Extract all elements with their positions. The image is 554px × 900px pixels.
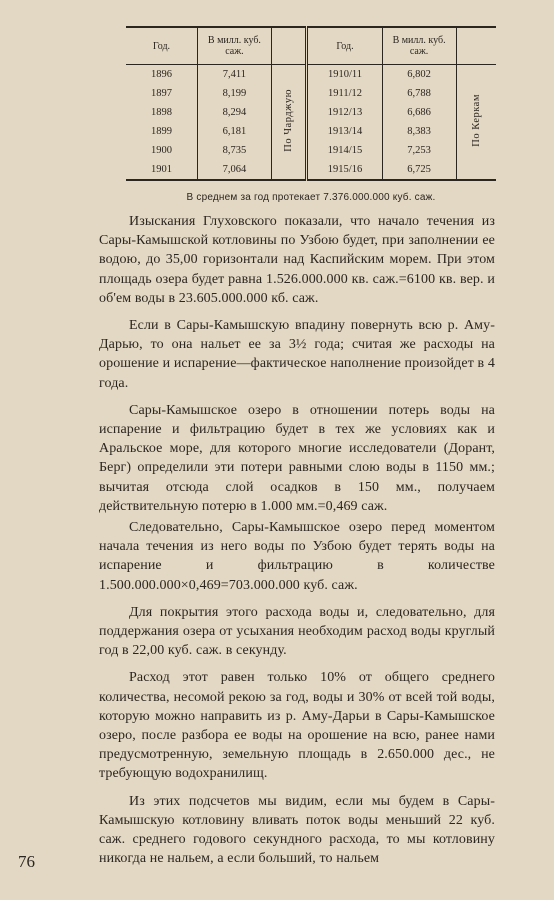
header-volume-right: В милл. куб. саж. [382,27,456,65]
station-left-label: По Чарджую [283,89,295,152]
table-row [126,160,496,180]
volume-cell: 6,725 [382,160,456,180]
page-number: 76 [18,852,35,871]
table-row [126,65,496,85]
year-cell: 1900 [150,145,172,156]
year-cell: 1912/13 [307,103,382,122]
station-right-label: По Керкам [470,94,482,147]
volume-cell: 6,686 [382,103,456,122]
year-cell: 1910/11 [307,65,382,85]
volume-cell: 7,253 [382,141,456,160]
year-cell: 1913/14 [307,122,382,141]
volume-cell: 7,064 [197,160,271,180]
year-cell: 1915/16 [307,160,382,180]
header-station-right [456,27,496,65]
station-right-cell [456,65,496,181]
year-cell: 1898 [150,107,172,118]
paragraph: Если в Сары-Камышскую впадину повернуть всю р. Аму-Дарью, то она нальет ее за 3½ года; считая же расходы на орошение и испарение—фактическое наполнение произойдет в 4 года. [99,318,495,391]
paragraph: Расход этот равен только 10% от общего среднего количества, несомой рекою за год, воды и 30% от всей той воды, которую можно направить из р. Аму-Дарьи в Сары-Камышское озеро, после разбора ее воды на орошение на всю, ранее нами предусмотренную, земельную площадь в 2.650.000 дес., не требующую водохранилищ. [99,670,495,782]
table-caption: В среднем за год протекает 7.376.000.000 куб. саж. [186,192,436,203]
paragraph: Сары-Камышское озеро в отношении потерь воды на испарение и фильтрацию будет в тех же условиях как и Аральское море, для которого многие исследователи (Дорант, Берг) определили эти потери равными слою воды в 1150 мм.; вычитая отсюда слой осадков в 150 мм., получаем действительную потерю в 1.000 мм.=0,469 саж. [99,402,495,514]
year-cell: 1901 [150,164,172,175]
paragraph: Для покрытия этого расхода воды и, следовательно, для поддержания озера от усыхания необходим расход воды круглый год в 22,00 куб. саж. в секунду. [99,604,495,659]
year-cell: 1896 [150,69,172,80]
table-row [126,122,496,141]
table-row [126,103,496,122]
volume-cell: 6,788 [382,84,456,103]
year-cell: 1911/12 [307,84,382,103]
header-year-right: Год. [307,27,382,65]
header-station-left [271,27,307,65]
year-cell: 1914/15 [307,141,382,160]
table-row [126,84,496,103]
volume-cell: 8,199 [197,84,271,103]
paragraph: Из этих подсчетов мы видим, если мы будем в Сары-Камышскую котловину вливать поток воды меньший 22 куб. саж. среднего годового секундного расхода, то мы котловину никогда не нальем, а если больший, то нальем [99,793,495,867]
water-flow-table-wrap [126,26,496,189]
year-cell: 1897 [150,88,172,99]
paragraph: Следовательно, Сары-Камышское озеро перед моментом начала течения из него воды по Узбою будет терять воды на испарение и фильтрацию в количестве 1.500.000.000×0,469=703.000.000 куб. саж. [99,520,495,593]
body-text [99,212,495,877]
volume-cell: 6,802 [382,65,456,85]
paragraph: Изыскания Глуховского показали, что начало течения из Сары-Камышской котловины по Узбою будет, при заполнении ее водою, до 35,00 горизонтали над Каспийским морем. При этом площадь озера будет равна 1.526.000.000 кв. саж.=6100 кв. вер. и об'ем воды в 23.605.000.000 кб. саж. [99,214,495,306]
header-volume-left: В милл. куб. саж. [197,27,271,65]
volume-cell: 8,294 [197,103,271,122]
station-left-cell [271,65,307,181]
table-header-row [126,27,496,65]
header-year-left: Год. [126,27,197,65]
volume-cell: 6,181 [197,122,271,141]
water-flow-table [126,26,496,181]
volume-cell: 8,383 [382,122,456,141]
year-cell: 1899 [150,126,172,137]
volume-cell: 7,411 [197,65,271,85]
volume-cell: 8,735 [197,141,271,160]
table-row [126,141,496,160]
